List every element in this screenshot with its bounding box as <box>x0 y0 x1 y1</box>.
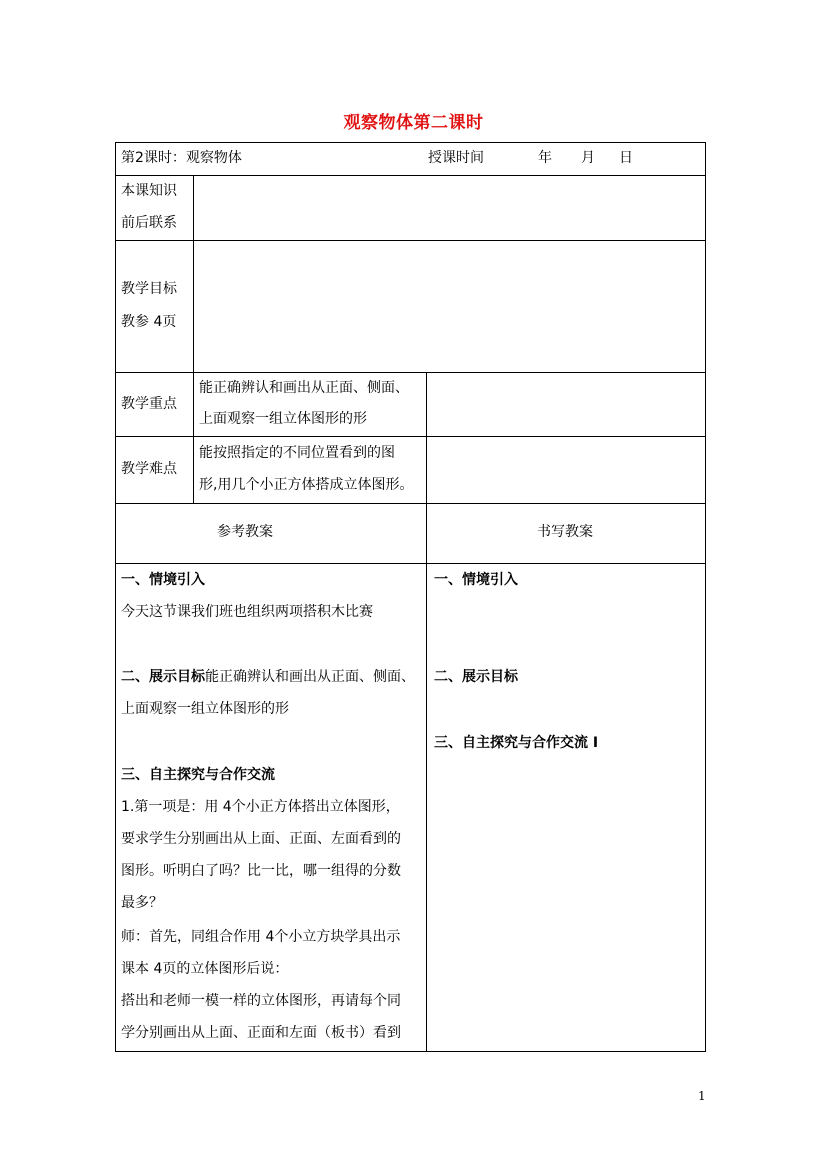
paragraph-line: 学分别画出从上面、正面和左面（板书）看到 <box>121 1025 401 1041</box>
month-label: 月 <box>581 150 595 166</box>
difficulty-label: 教学难点 <box>121 461 177 477</box>
key-text: 上面观察一组立体图形的形 <box>199 411 367 427</box>
difficulty-text: 能按照指定的不同位置看到的图 <box>199 445 395 461</box>
row-divider <box>115 372 706 373</box>
row-divider <box>115 503 706 504</box>
paragraph-line: 师：首先，同组合作用 4个小立方块学具出示 <box>121 929 401 945</box>
row-divider <box>115 175 706 176</box>
paragraph-text: 能正确辨认和画出从正面、侧面、 <box>205 669 415 685</box>
row-divider <box>115 436 706 437</box>
reference-plan-header: 参考教案 <box>217 524 273 540</box>
key-label: 教学重点 <box>121 396 177 412</box>
paragraph-line: 课本 4页的立体图形后说： <box>121 961 289 977</box>
paragraph-line: 最多？ <box>121 895 163 911</box>
section-line <box>121 667 415 687</box>
paragraph-line: 1.第一项是：用 4个小正方体搭出立体图形， <box>121 799 400 815</box>
section-heading: 一、情境引入 <box>434 572 518 588</box>
goal-label: 教学目标 <box>121 281 177 297</box>
section-heading: 一、情境引入 <box>121 572 205 588</box>
paragraph-line: 今天这节课我们班也组织两项搭积木比赛 <box>121 604 373 620</box>
key-text: 能正确辨认和画出从正面、侧面、 <box>199 380 409 396</box>
row-divider <box>115 240 706 241</box>
prior-label: 前后联系 <box>121 215 177 231</box>
paragraph-line: 上面观察一组立体图形的形 <box>121 701 289 717</box>
section-heading: 二、展示目标 <box>434 669 518 685</box>
lesson-table <box>115 142 706 1052</box>
col-divider <box>193 175 194 503</box>
section-heading: 三、自主探究与合作交流 I <box>434 735 599 751</box>
year-label: 年 <box>538 150 552 166</box>
prior-label: 本课知识 <box>121 183 177 199</box>
lesson-name: 第2课时：观察物体 <box>121 150 242 166</box>
paragraph-line: 要求学生分别画出从上面、正面、左面看到的 <box>121 831 401 847</box>
page-number: 1 <box>698 1089 706 1103</box>
col-divider <box>426 372 427 1052</box>
teach-time-label: 授课时间 <box>428 150 484 166</box>
writing-plan-header: 书写教案 <box>537 524 593 540</box>
section-heading: 三、自主探究与合作交流 <box>121 767 275 783</box>
section-heading: 二、展示目标 <box>121 669 205 685</box>
row-divider <box>115 563 706 564</box>
difficulty-text: 形,用几个小正方体搭成立体图形。 <box>199 477 414 493</box>
day-label: 日 <box>619 150 633 166</box>
page-title: 观察物体第二课时 <box>343 113 484 133</box>
paragraph-line: 图形。听明白了吗？比一比，哪一组得的分数 <box>121 863 401 879</box>
goal-label: 教参 4页 <box>121 314 177 330</box>
paragraph-line: 搭出和老师一模一样的立体图形，再请每个同 <box>121 993 401 1009</box>
